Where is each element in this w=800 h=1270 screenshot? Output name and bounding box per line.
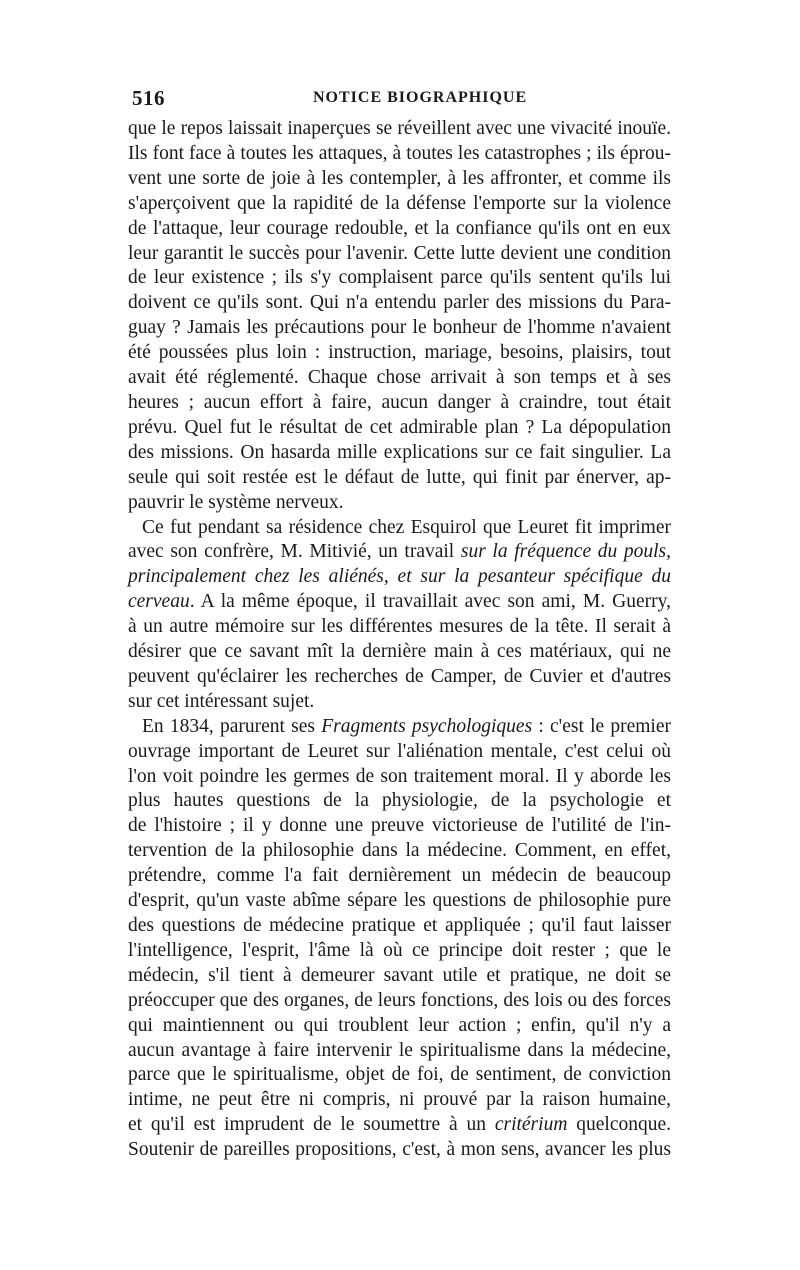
text-line: Ce fut pendant sa résidence chez Esquirol que Leuret fit imprimer [142,516,671,538]
text-line: peuvent qu'éclairer les recherches de Camper, de Cuvier et d'autres [128,665,671,687]
running-title: NOTICE BIOGRAPHIQUE [313,89,528,106]
text-line: Ils font face à toutes les attaques, à toutes les catastrophes ; ils éprou- [128,142,671,164]
text-line: l'intelligence, l'esprit, l'âme là où ce principe doit rester ; que le [128,939,671,961]
text-run: : c'est le premier [532,715,671,737]
text-line: l'on voit poindre les germes de son traitement moral. Il y aborde les [128,765,671,787]
paragraph-2 [128,516,671,715]
text-line: avait été réglementé. Chaque chose arrivait à son temps et à ses [128,367,671,389]
text-line: doivent ce qu'ils sont. Qui n'a entendu parler des missions du Para- [128,292,671,314]
italic-title: sur la fréquence du pouls, [460,541,672,563]
text-line: des missions. On hasarda mille explications sur ce fait singulier. La [128,441,671,463]
text-line: s'aperçoivent que la rapidité de la défense l'emporte sur la violence [128,192,671,214]
text-line: que le repos laissait inaperçues se réveillent avec une vivacité inouïe. [128,118,671,139]
text-line: pauvrir le système nerveux. [128,491,344,513]
text-line: leur garantit le succès pour l'avenir. Cette lutte devient une condition [128,242,671,264]
text-line [128,565,671,590]
text-line: parce que le spiritualisme, objet de foi, de sentiment, de conviction [128,1064,671,1086]
text-run: quelconque. [567,1114,672,1136]
text-line: prétendre, comme l'a fait dernièrement un médecin de beaucoup [128,865,671,887]
italic-title: et sur la pesanteur spécifique du [397,566,671,588]
text-line: tervention de la philosophie dans la médecine. Comment, en effet, [128,840,671,862]
text-line: médecin, s'il tient à demeurer savant utile et pratique, ne doit se [128,964,671,986]
text-line: heures ; aucun effort à faire, aucun danger à craindre, tout était [128,391,671,413]
text-line [128,715,671,740]
text-line: préoccuper que des organes, de leurs fonctions, des lois ou des forces [128,989,671,1011]
text-run: , [383,566,398,588]
book-page [128,86,671,1163]
text-line: d'esprit, qu'un vaste abîme sépare les questions de philosophie pure [128,890,671,912]
italic-term: critérium [494,1114,568,1136]
text-run: En 1834, parurent ses [142,715,322,737]
text-line [128,1113,671,1138]
text-line: vent une sorte de joie à les contempler, à les affronter, et comme ils [128,167,671,189]
page-number: 516 [132,86,165,110]
text-line [128,540,671,565]
italic-title: principalement chez les aliénés [128,566,384,588]
text-line: ouvrage important de Leuret sur l'aliénation mentale, c'est celui où [128,740,671,762]
italic-title: Fragments psychologiques [321,715,533,737]
text-run: et qu'il est imprudent de le soumettre à un [128,1114,495,1136]
text-line [128,590,671,615]
text-line: seule qui soit restée est le défaut de lutte, qui finit par énerver, ap- [128,466,671,488]
paragraph-1 [128,117,671,516]
body-text [128,117,671,1163]
text-run: avec son confrère, M. Mitivié, un travail [128,541,461,563]
text-line: qui maintiennent ou qui troublent leur action ; enfin, qu'il n'y a [128,1014,671,1036]
text-line: prévu. Quel fut le résultat de cet admirable plan ? La dépopulation [128,416,671,438]
italic-title: cerveau [128,591,190,613]
paragraph-3 [128,715,671,1163]
running-head [128,86,671,112]
text-line: de l'attaque, leur courage redouble, et la confiance qu'ils ont en eux [128,217,671,239]
text-line: plus hautes questions de la physiologie, de la psychologie et [128,790,671,812]
text-run: . A la même époque, il travaillait avec son ami, M. Guerry, [189,591,671,613]
text-line: aucun avantage à faire intervenir le spiritualisme dans la médecine, [128,1039,671,1061]
text-line: sur cet intéressant sujet. [128,690,315,712]
text-line: désirer que ce savant mît la dernière main à ces matériaux, qui ne [128,641,671,663]
text-line: de leur existence ; ils s'y complaisent parce qu'ils sentent qu'ils lui [128,267,671,289]
text-line: des questions de médecine pratique et appliquée ; qu'il faut laisser [128,915,671,936]
text-line: Soutenir de pareilles propositions, c'est, à mon sens, avancer les plus [128,1139,671,1161]
text-line: guay ? Jamais les précautions pour le bonheur de l'homme n'avaient [128,317,671,339]
text-line: de l'histoire ; il y donne une preuve victorieuse de l'utilité de l'in- [128,815,671,837]
text-line: à un autre mémoire sur les différentes mesures de la tête. Il serait à [128,616,671,638]
text-line: été poussées plus loin : instruction, mariage, besoins, plaisirs, tout [128,342,671,364]
text-line: intime, ne peut être ni compris, ni prouvé par la raison humaine, [128,1089,671,1111]
